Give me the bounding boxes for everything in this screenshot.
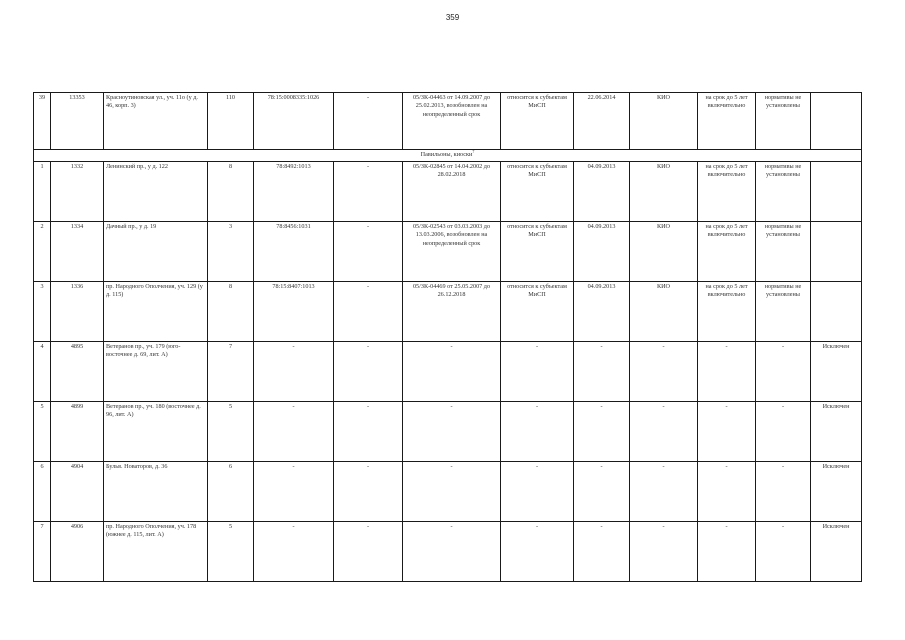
table-row <box>34 522 862 582</box>
object-area: 7 <box>208 342 254 402</box>
object-id: 4899 <box>51 402 104 462</box>
cadastral-number: - <box>254 522 334 582</box>
contract-document: - <box>403 342 501 402</box>
norms: - <box>756 462 811 522</box>
note <box>811 222 862 282</box>
authority: КИО <box>630 93 698 150</box>
authority: - <box>630 522 698 582</box>
note: Исключен <box>811 402 862 462</box>
column-5-value: - <box>334 402 403 462</box>
note: Исключен <box>811 342 862 402</box>
norms: нормативы не установлены <box>756 282 811 342</box>
business-category: - <box>501 522 574 582</box>
object-id: 4904 <box>51 462 104 522</box>
object-address: пр. Народного Ополчения, уч. 129 (у д. 115) <box>104 282 208 342</box>
object-address: Ветеранов пр., уч. 180 (восточнее д. 96, лит. А) <box>104 402 208 462</box>
document-table <box>33 92 862 582</box>
column-5-value: - <box>334 93 403 150</box>
column-5-value: - <box>334 282 403 342</box>
cadastral-number: 78:15:8407:1013 <box>254 282 334 342</box>
entry-date: 04.09.2013 <box>574 162 630 222</box>
object-address: Красноутиновская ул., уч. 11о (у д. 46, корп. 3) <box>104 93 208 150</box>
entry-date: 04.09.2013 <box>574 222 630 282</box>
note <box>811 282 862 342</box>
authority: - <box>630 402 698 462</box>
entry-date: 04.09.2013 <box>574 282 630 342</box>
object-address: Дачный пр., у д. 19 <box>104 222 208 282</box>
cadastral-number: 78:8492:1013 <box>254 162 334 222</box>
business-category: относится к субъектам МиСП <box>501 222 574 282</box>
column-5-value: - <box>334 162 403 222</box>
contract-document: 05/ЗК-02845 от 14.04.2002 до 28.02.2018 <box>403 162 501 222</box>
row-number: 39 <box>34 93 51 150</box>
norms: нормативы не установлены <box>756 93 811 150</box>
cadastral-number: - <box>254 402 334 462</box>
section-header <box>34 150 862 162</box>
column-5-value: - <box>334 462 403 522</box>
entry-date: - <box>574 522 630 582</box>
contract-document: 05/ЗК-02543 от 03.03.2003 до 13.03.2006, возобновлен на неопределенный срок <box>403 222 501 282</box>
table-row <box>34 282 862 342</box>
object-id: 1336 <box>51 282 104 342</box>
object-area: 5 <box>208 522 254 582</box>
authority: КИО <box>630 222 698 282</box>
cadastral-number: - <box>254 342 334 402</box>
object-id: 4906 <box>51 522 104 582</box>
object-address: Ленинский пр., у д. 122 <box>104 162 208 222</box>
object-id: 13353 <box>51 93 104 150</box>
page-number: 359 <box>445 13 460 22</box>
contract-document: 05/ЗК-04469 от 25.05.2007 до 26.12.2018 <box>403 282 501 342</box>
table-row <box>34 93 862 150</box>
object-area: 110 <box>208 93 254 150</box>
table-row <box>34 402 862 462</box>
table-row <box>34 162 862 222</box>
norms: нормативы не установлены <box>756 162 811 222</box>
authority: КИО <box>630 282 698 342</box>
lease-term: - <box>698 342 756 402</box>
row-number: 5 <box>34 402 51 462</box>
business-category: - <box>501 462 574 522</box>
entry-date: - <box>574 402 630 462</box>
row-number: 6 <box>34 462 51 522</box>
entry-date: - <box>574 342 630 402</box>
table-row <box>34 342 862 402</box>
business-category: относится к субъектам МиСП <box>501 93 574 150</box>
object-area: 8 <box>208 162 254 222</box>
note <box>811 93 862 150</box>
entry-date: 22.06.2014 <box>574 93 630 150</box>
cadastral-number: - <box>254 462 334 522</box>
table-row <box>34 222 862 282</box>
object-address: Бульв. Новаторов, д. 36 <box>104 462 208 522</box>
column-5-value: - <box>334 342 403 402</box>
cadastral-number: 78:8456:1031 <box>254 222 334 282</box>
row-number: 1 <box>34 162 51 222</box>
section-title: Павильоны, киоски <box>420 151 473 158</box>
lease-term: - <box>698 522 756 582</box>
business-category: относится к субъектам МиСП <box>501 282 574 342</box>
business-category: - <box>501 402 574 462</box>
contract-document: 05/ЗК-04463 от 14.09.2007 до 25.02.2013, возобновлен на неопределенный срок <box>403 93 501 150</box>
authority: КИО <box>630 162 698 222</box>
norms: - <box>756 522 811 582</box>
object-id: 1332 <box>51 162 104 222</box>
authority: - <box>630 342 698 402</box>
row-number: 4 <box>34 342 51 402</box>
row-number: 3 <box>34 282 51 342</box>
norms: - <box>756 342 811 402</box>
contract-document: - <box>403 462 501 522</box>
note <box>811 162 862 222</box>
business-category: - <box>501 342 574 402</box>
section-footnote-mark: 7 <box>472 149 475 154</box>
norms: - <box>756 402 811 462</box>
entry-date: - <box>574 462 630 522</box>
table-row <box>34 462 862 522</box>
authority: - <box>630 462 698 522</box>
lease-term: на срок до 5 лет включительно <box>698 162 756 222</box>
column-5-value: - <box>334 222 403 282</box>
object-area: 6 <box>208 462 254 522</box>
contract-document: - <box>403 522 501 582</box>
object-area: 3 <box>208 222 254 282</box>
object-id: 4895 <box>51 342 104 402</box>
norms: нормативы не установлены <box>756 222 811 282</box>
note: Исключен <box>811 522 862 582</box>
object-id: 1334 <box>51 222 104 282</box>
object-address: пр. Народного Ополчения, уч. 178 (южнее д. 115, лит. А) <box>104 522 208 582</box>
section-row <box>34 150 862 162</box>
lease-term: на срок до 5 лет включительно <box>698 93 756 150</box>
column-5-value: - <box>334 522 403 582</box>
lease-term: - <box>698 462 756 522</box>
contract-document: - <box>403 402 501 462</box>
business-category: относится к субъектам МиСП <box>501 162 574 222</box>
row-number: 2 <box>34 222 51 282</box>
note: Исключен <box>811 462 862 522</box>
row-number: 7 <box>34 522 51 582</box>
object-area: 8 <box>208 282 254 342</box>
object-address: Ветеранов пр., уч. 179 (юго-восточнее д. 69, лит. А) <box>104 342 208 402</box>
lease-term: на срок до 5 лет включительно <box>698 222 756 282</box>
object-area: 5 <box>208 402 254 462</box>
lease-term: на срок до 5 лет включительно <box>698 282 756 342</box>
lease-term: - <box>698 402 756 462</box>
cadastral-number: 78:15:0008335:1026 <box>254 93 334 150</box>
